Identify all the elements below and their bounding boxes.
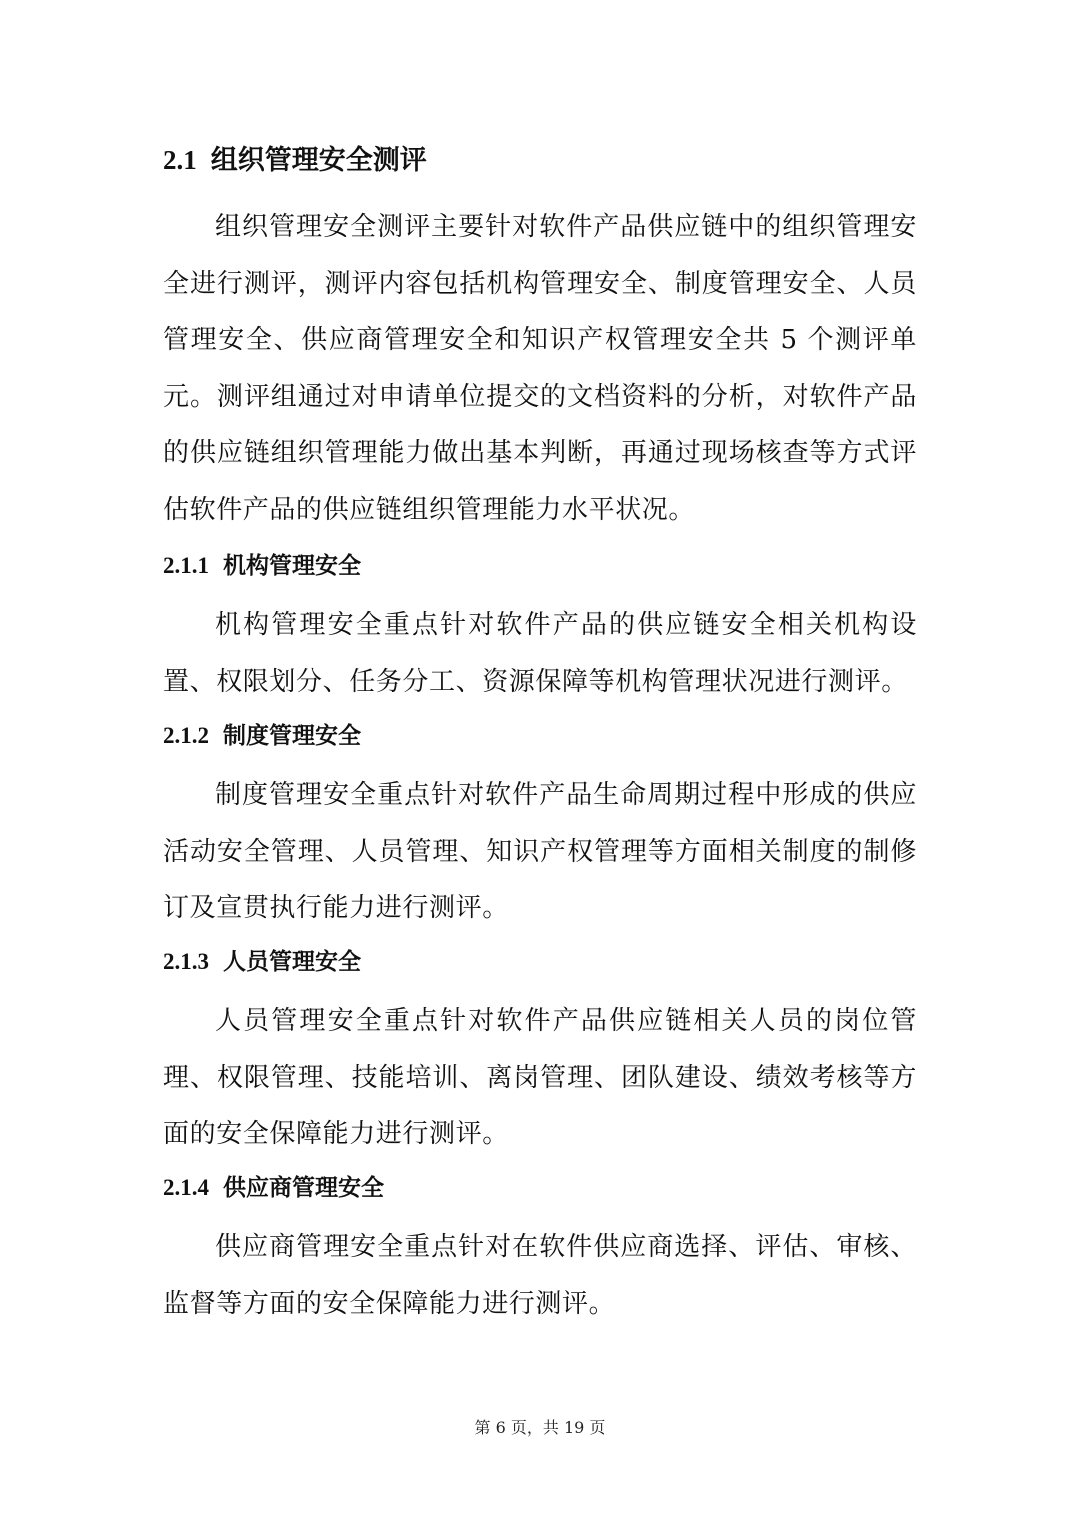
subsection-number: 2.1.4 xyxy=(163,1175,209,1200)
subsection-heading-2-1-4 xyxy=(163,1171,384,1205)
subsection-number: 2.1.2 xyxy=(163,723,209,748)
section-title: 组织管理安全测评 xyxy=(210,145,427,176)
subsection-heading-2-1-2 xyxy=(163,719,361,753)
subsection-title: 制度管理安全 xyxy=(223,723,361,749)
subsection-title: 人员管理安全 xyxy=(223,949,361,975)
section-intro-paragraph: 组织管理安全测评主要针对软件产品供应链中的组织管理安全进行测评，测评内容包括机构管理安全、制度管理安全、人员管理安全、供应商管理安全和知识产权管理安全共 5 个测评单元。测评组通过对申请单位提交的文档资料的分析，对软件产品的供应链组织管理能力做出基本判断，再通过现场核查等方式评估软件产品的供应链组织管理能力水平状况。 xyxy=(163,212,917,525)
subsection-title: 供应商管理安全 xyxy=(223,1175,384,1201)
section-number: 2.1 xyxy=(163,145,197,175)
section-heading xyxy=(163,140,427,181)
subsection-title: 机构管理安全 xyxy=(223,553,361,579)
subsection-paragraph-2-1-2: 制度管理安全重点针对软件产品生命周期过程中形成的供应活动安全管理、人员管理、知识产权管理等方面相关制度的制修订及宣贯执行能力进行测评。 xyxy=(163,780,917,923)
subsection-paragraph-2-1-4: 供应商管理安全重点针对在软件供应商选择、评估、审核、监督等方面的安全保障能力进行测评。 xyxy=(163,1232,917,1319)
subsection-number: 2.1.3 xyxy=(163,949,209,974)
subsection-heading-2-1-3 xyxy=(163,945,361,979)
subsection-paragraph-2-1-3: 人员管理安全重点针对软件产品供应链相关人员的岗位管理、权限管理、技能培训、离岗管理、团队建设、绩效考核等方面的安全保障能力进行测评。 xyxy=(163,1006,917,1149)
subsection-heading-2-1-1 xyxy=(163,549,361,583)
subsection-number: 2.1.1 xyxy=(163,553,209,578)
page-number-footer: 第 6 页，共 19 页 xyxy=(474,1418,606,1437)
subsection-paragraph-2-1-1: 机构管理安全重点针对软件产品的供应链安全相关机构设置、权限划分、任务分工、资源保障等机构管理状况进行测评。 xyxy=(163,610,917,697)
